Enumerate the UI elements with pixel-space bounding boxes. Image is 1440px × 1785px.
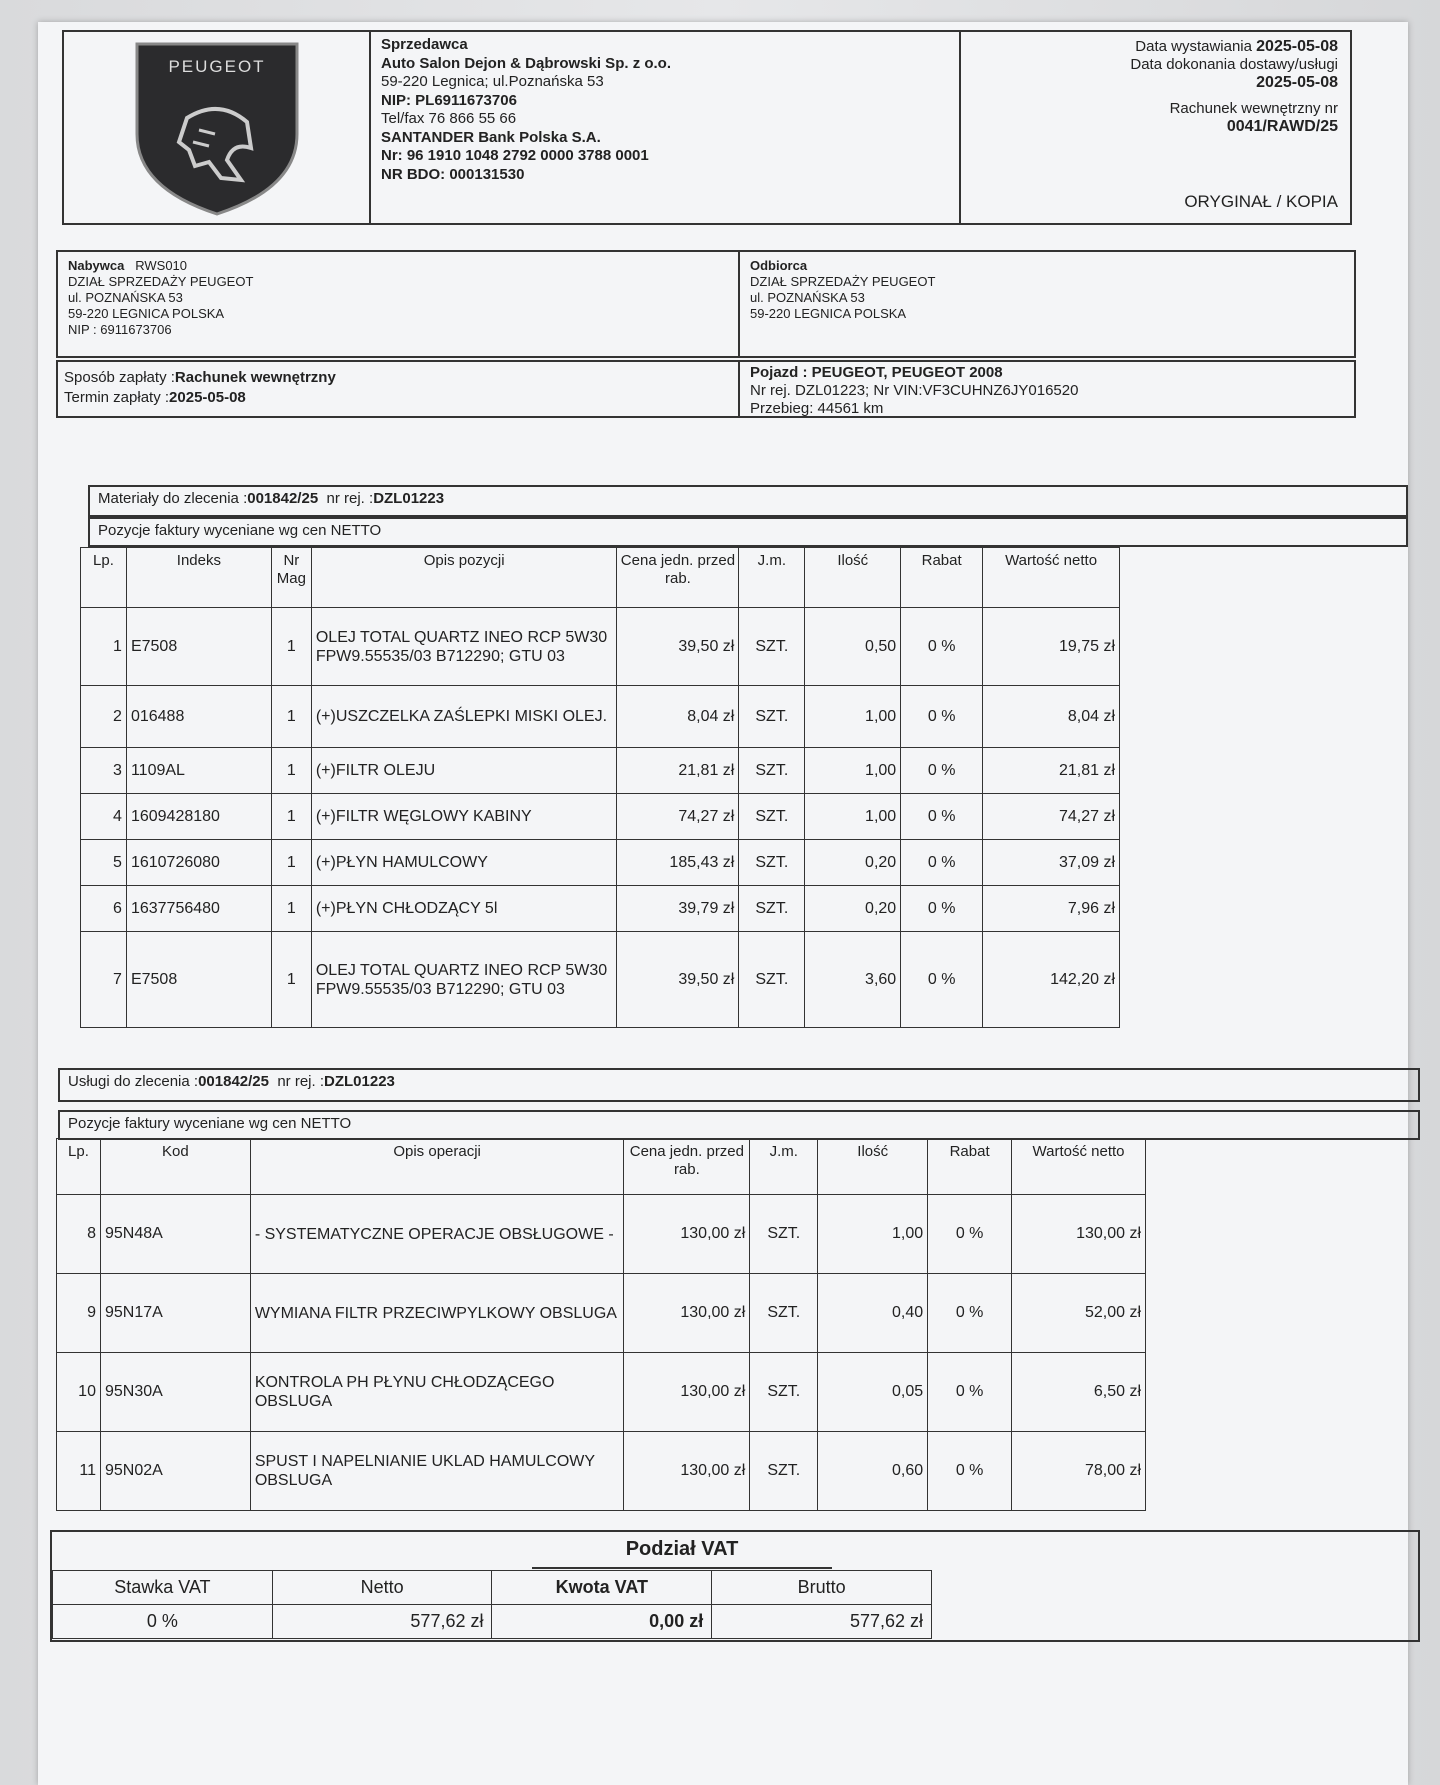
row-discount: 0 % bbox=[928, 1432, 1012, 1511]
row-price: 39,50 zł bbox=[617, 932, 739, 1028]
row-description: WYMIANA FILTR PRZECIWPYLKOWY OBSLUGA bbox=[250, 1274, 624, 1353]
row-lp: 4 bbox=[81, 794, 127, 840]
peugeot-logo bbox=[129, 38, 305, 218]
materials-header-mag: Nr Mag bbox=[271, 548, 311, 608]
parties-section bbox=[56, 250, 1356, 358]
services-header-code: Kod bbox=[100, 1139, 250, 1195]
materials-reg-prefix: nr rej. : bbox=[326, 490, 374, 507]
seller-nip: NIP: PL6911673706 bbox=[381, 91, 517, 109]
issue-date: 2025-05-08 bbox=[1256, 38, 1338, 55]
seller-name: Auto Salon Dejon & Dąbrowski Sp. z o.o. bbox=[381, 54, 672, 72]
row-price: 74,27 zł bbox=[617, 794, 739, 840]
row-description: SPUST I NAPELNIANIE UKLAD HAMULCOWY OBSLUGA bbox=[250, 1432, 624, 1511]
payment-method-label: Sposób zapłaty : bbox=[64, 369, 175, 386]
materials-pricing-note bbox=[88, 517, 1408, 547]
row-code: 95N17A bbox=[100, 1274, 250, 1353]
buyer-line: 59-220 LEGNICA POLSKA bbox=[68, 306, 225, 321]
table-row bbox=[81, 886, 1120, 932]
table-row bbox=[81, 686, 1120, 748]
row-value: 52,00 zł bbox=[1012, 1274, 1146, 1353]
seller-account: Nr: 96 1910 1048 2792 0000 3788 0001 bbox=[381, 147, 649, 164]
vat-header-amount: Kwota VAT bbox=[492, 1571, 712, 1605]
row-description: (+)FILTR OLEJU bbox=[311, 748, 617, 794]
services-header-price: Cena jedn. przed rab. bbox=[624, 1139, 750, 1195]
row-description: (+)PŁYN HAMULCOWY bbox=[311, 840, 617, 886]
table-row bbox=[57, 1195, 1146, 1274]
row-lp: 6 bbox=[81, 886, 127, 932]
materials-header-desc: Opis pozycji bbox=[311, 548, 617, 608]
row-value: 74,27 zł bbox=[983, 794, 1120, 840]
row-index: E7508 bbox=[126, 932, 271, 1028]
row-description: OLEJ TOTAL QUARTZ INEO RCP 5W30 FPW9.55535/03 B712290; GTU 03 bbox=[311, 932, 617, 1028]
row-code: 95N48A bbox=[100, 1195, 250, 1274]
payment-due: 2025-05-08 bbox=[169, 389, 246, 406]
row-price: 130,00 zł bbox=[624, 1274, 750, 1353]
services-reg: DZL01223 bbox=[324, 1073, 395, 1090]
row-value: 8,04 zł bbox=[983, 686, 1120, 748]
table-row bbox=[81, 608, 1120, 686]
row-unit: SZT. bbox=[739, 840, 805, 886]
row-code: 95N30A bbox=[100, 1353, 250, 1432]
buyer-block bbox=[58, 252, 740, 356]
row-unit: SZT. bbox=[739, 886, 805, 932]
seller-bank: SANTANDER Bank Polska S.A. bbox=[381, 128, 601, 146]
payment-vehicle-section bbox=[56, 360, 1356, 418]
row-value: 7,96 zł bbox=[983, 886, 1120, 932]
row-qty: 0,20 bbox=[805, 886, 901, 932]
row-discount: 0 % bbox=[901, 686, 983, 748]
buyer-line: NIP : 6911673706 bbox=[68, 322, 172, 337]
row-unit: SZT. bbox=[750, 1195, 818, 1274]
services-header-unit: J.m. bbox=[750, 1139, 818, 1195]
row-price: 130,00 zł bbox=[624, 1432, 750, 1511]
vat-net: 577,62 zł bbox=[272, 1605, 492, 1639]
vehicle-title: Pojazd : PEUGEOT, PEUGEOT 2008 bbox=[750, 364, 1003, 381]
row-qty: 1,00 bbox=[805, 686, 901, 748]
row-lp: 10 bbox=[57, 1353, 101, 1432]
document-info-cell bbox=[961, 32, 1350, 223]
row-index: 1610726080 bbox=[126, 840, 271, 886]
materials-reg: DZL01223 bbox=[373, 490, 445, 507]
row-description: KONTROLA PH PŁYNU CHŁODZĄCEGO OBSLUGA bbox=[250, 1353, 624, 1432]
services-reg-prefix: nr rej. : bbox=[277, 1073, 325, 1090]
payment-block bbox=[58, 362, 740, 416]
row-unit: SZT. bbox=[739, 686, 805, 748]
issue-date-row bbox=[973, 38, 1338, 56]
seller-phone: Tel/fax 76 866 55 66 bbox=[381, 110, 517, 127]
row-lp: 1 bbox=[81, 608, 127, 686]
payment-method: Rachunek wewnętrzny bbox=[174, 369, 336, 386]
row-qty: 0,40 bbox=[818, 1274, 928, 1353]
row-value: 142,20 zł bbox=[983, 932, 1120, 1028]
row-discount: 0 % bbox=[901, 840, 983, 886]
row-mag: 1 bbox=[271, 686, 311, 748]
row-description: (+)FILTR WĘGLOWY KABINY bbox=[311, 794, 617, 840]
services-order-no: 001842/25 bbox=[198, 1073, 269, 1090]
row-qty: 1,00 bbox=[805, 748, 901, 794]
issue-date-label: Data wystawiania bbox=[1135, 38, 1252, 55]
seller-cell bbox=[371, 32, 961, 223]
row-value: 37,09 zł bbox=[983, 840, 1120, 886]
row-lp: 11 bbox=[57, 1432, 101, 1511]
buyer-line: ul. POZNAŃSKA 53 bbox=[68, 290, 183, 305]
original-copy-label: ORYGINAŁ / KOPIA bbox=[1184, 192, 1338, 211]
buyer-label: Nabywca bbox=[68, 258, 125, 273]
receiver-line: DZIAŁ SPRZEDAŻY PEUGEOT bbox=[750, 274, 936, 289]
row-description: (+)USZCZELKA ZAŚLEPKI MISKI OLEJ. bbox=[311, 686, 617, 748]
row-mag: 1 bbox=[271, 608, 311, 686]
row-index: 1609428180 bbox=[126, 794, 271, 840]
row-price: 185,43 zł bbox=[617, 840, 739, 886]
materials-header-value: Wartość netto bbox=[983, 548, 1120, 608]
delivery-date-label: Data dokonania dostawy/usługi bbox=[1130, 56, 1338, 73]
services-header-discount: Rabat bbox=[928, 1139, 1012, 1195]
services-header-desc: Opis operacji bbox=[250, 1139, 624, 1195]
row-discount: 0 % bbox=[901, 748, 983, 794]
materials-pricing-note-text: Pozycje faktury wyceniane wg cen NETTO bbox=[98, 522, 382, 539]
row-value: 21,81 zł bbox=[983, 748, 1120, 794]
payment-due-label: Termin zapłaty : bbox=[64, 389, 170, 406]
row-qty: 1,00 bbox=[805, 794, 901, 840]
row-index: E7508 bbox=[126, 608, 271, 686]
materials-order-prefix: Materiały do zlecenia : bbox=[98, 490, 248, 507]
row-lp: 8 bbox=[57, 1195, 101, 1274]
receiver-label: Odbiorca bbox=[750, 258, 808, 273]
materials-header-discount: Rabat bbox=[901, 548, 983, 608]
table-row bbox=[57, 1432, 1146, 1511]
row-unit: SZT. bbox=[739, 932, 805, 1028]
row-qty: 1,00 bbox=[818, 1195, 928, 1274]
vat-header-rate: Stawka VAT bbox=[53, 1571, 273, 1605]
row-discount: 0 % bbox=[901, 886, 983, 932]
services-order-prefix: Usługi do zlecenia : bbox=[68, 1073, 199, 1090]
row-mag: 1 bbox=[271, 932, 311, 1028]
row-lp: 3 bbox=[81, 748, 127, 794]
row-mag: 1 bbox=[271, 840, 311, 886]
row-price: 39,50 zł bbox=[617, 608, 739, 686]
row-discount: 0 % bbox=[928, 1353, 1012, 1432]
receiver-line: ul. POZNAŃSKA 53 bbox=[750, 290, 865, 305]
vehicle-mileage: Przebieg: 44561 km bbox=[750, 400, 884, 417]
row-description: - SYSTEMATYCZNE OPERACJE OBSŁUGOWE - bbox=[250, 1195, 624, 1274]
row-index: 1109AL bbox=[126, 748, 271, 794]
row-price: 130,00 zł bbox=[624, 1195, 750, 1274]
receiver-line: 59-220 LEGNICA POLSKA bbox=[750, 306, 907, 321]
row-discount: 0 % bbox=[928, 1195, 1012, 1274]
row-unit: SZT. bbox=[739, 608, 805, 686]
row-lp: 2 bbox=[81, 686, 127, 748]
row-price: 39,79 zł bbox=[617, 886, 739, 932]
row-description: OLEJ TOTAL QUARTZ INEO RCP 5W30 FPW9.55535/03 B712290; GTU 03 bbox=[311, 608, 617, 686]
document-number: 0041/RAWD/25 bbox=[1226, 118, 1338, 135]
buyer-line: DZIAŁ SPRZEDAŻY PEUGEOT bbox=[68, 274, 254, 289]
row-description: (+)PŁYN CHŁODZĄCY 5l bbox=[311, 886, 617, 932]
row-mag: 1 bbox=[271, 748, 311, 794]
row-unit: SZT. bbox=[750, 1274, 818, 1353]
services-header-value: Wartość netto bbox=[1012, 1139, 1146, 1195]
table-row bbox=[81, 840, 1120, 886]
document-label: Rachunek wewnętrzny nr bbox=[1169, 100, 1338, 117]
materials-order-bar bbox=[88, 485, 1408, 517]
table-row bbox=[57, 1274, 1146, 1353]
row-qty: 0,50 bbox=[805, 608, 901, 686]
vat-gross: 577,62 zł bbox=[712, 1605, 932, 1639]
logo-text: PEUGEOT bbox=[167, 56, 266, 76]
receiver-block bbox=[740, 252, 1354, 356]
seller-label: Sprzedawca bbox=[381, 36, 468, 53]
services-order-bar bbox=[58, 1068, 1420, 1102]
row-qty: 3,60 bbox=[805, 932, 901, 1028]
row-lp: 7 bbox=[81, 932, 127, 1028]
materials-header-index: Indeks bbox=[126, 548, 271, 608]
services-pricing-note-text: Pozycje faktury wyceniane wg cen NETTO bbox=[68, 1115, 352, 1132]
row-unit: SZT. bbox=[750, 1353, 818, 1432]
vat-header-gross: Brutto bbox=[712, 1571, 932, 1605]
row-mag: 1 bbox=[271, 886, 311, 932]
row-price: 130,00 zł bbox=[624, 1353, 750, 1432]
table-row bbox=[81, 794, 1120, 840]
row-lp: 9 bbox=[57, 1274, 101, 1353]
materials-header-unit: J.m. bbox=[739, 548, 805, 608]
vat-rate: 0 % bbox=[53, 1605, 273, 1639]
vat-amount: 0,00 zł bbox=[492, 1605, 712, 1639]
services-table bbox=[56, 1138, 1146, 1511]
row-discount: 0 % bbox=[901, 608, 983, 686]
table-row bbox=[81, 932, 1120, 1028]
services-table-body bbox=[57, 1195, 1146, 1511]
row-index: 016488 bbox=[126, 686, 271, 748]
buyer-code: RWS010 bbox=[135, 258, 188, 273]
invoice-header bbox=[62, 30, 1352, 225]
row-value: 130,00 zł bbox=[1012, 1195, 1146, 1274]
row-discount: 0 % bbox=[901, 794, 983, 840]
row-discount: 0 % bbox=[901, 932, 983, 1028]
row-qty: 0,05 bbox=[818, 1353, 928, 1432]
row-price: 21,81 zł bbox=[617, 748, 739, 794]
delivery-date: 2025-05-08 bbox=[1256, 74, 1338, 91]
table-row bbox=[57, 1353, 1146, 1432]
materials-table bbox=[80, 547, 1120, 1028]
row-discount: 0 % bbox=[928, 1274, 1012, 1353]
materials-table-body bbox=[81, 608, 1120, 1028]
row-qty: 0,60 bbox=[818, 1432, 928, 1511]
vat-header-net: Netto bbox=[272, 1571, 492, 1605]
row-mag: 1 bbox=[271, 794, 311, 840]
row-price: 8,04 zł bbox=[617, 686, 739, 748]
vat-title: Podział VAT bbox=[532, 1532, 832, 1569]
row-unit: SZT. bbox=[750, 1432, 818, 1511]
row-code: 95N02A bbox=[100, 1432, 250, 1511]
vehicle-reg-vin: Nr rej. DZL01223; Nr VIN:VF3CUHNZ6JY016520 bbox=[750, 382, 1079, 399]
vat-section bbox=[50, 1530, 1420, 1642]
row-unit: SZT. bbox=[739, 794, 805, 840]
row-unit: SZT. bbox=[739, 748, 805, 794]
row-value: 78,00 zł bbox=[1012, 1432, 1146, 1511]
row-value: 19,75 zł bbox=[983, 608, 1120, 686]
seller-bdo: NR BDO: 000131530 bbox=[381, 165, 525, 183]
row-index: 1637756480 bbox=[126, 886, 271, 932]
table-row bbox=[81, 748, 1120, 794]
row-qty: 0,20 bbox=[805, 840, 901, 886]
row-value: 6,50 zł bbox=[1012, 1353, 1146, 1432]
materials-header-price: Cena jedn. przed rab. bbox=[617, 548, 739, 608]
row-lp: 5 bbox=[81, 840, 127, 886]
materials-order-no: 001842/25 bbox=[247, 490, 319, 507]
vehicle-block bbox=[740, 362, 1354, 416]
materials-header-qty: Ilość bbox=[805, 548, 901, 608]
services-header-lp: Lp. bbox=[57, 1139, 101, 1195]
vat-table bbox=[52, 1570, 932, 1639]
materials-header-lp: Lp. bbox=[81, 548, 127, 608]
services-header-qty: Ilość bbox=[818, 1139, 928, 1195]
services-pricing-note bbox=[58, 1110, 1420, 1140]
seller-address: 59-220 Legnica; ul.Poznańska 53 bbox=[381, 73, 604, 90]
logo-cell bbox=[64, 32, 371, 223]
